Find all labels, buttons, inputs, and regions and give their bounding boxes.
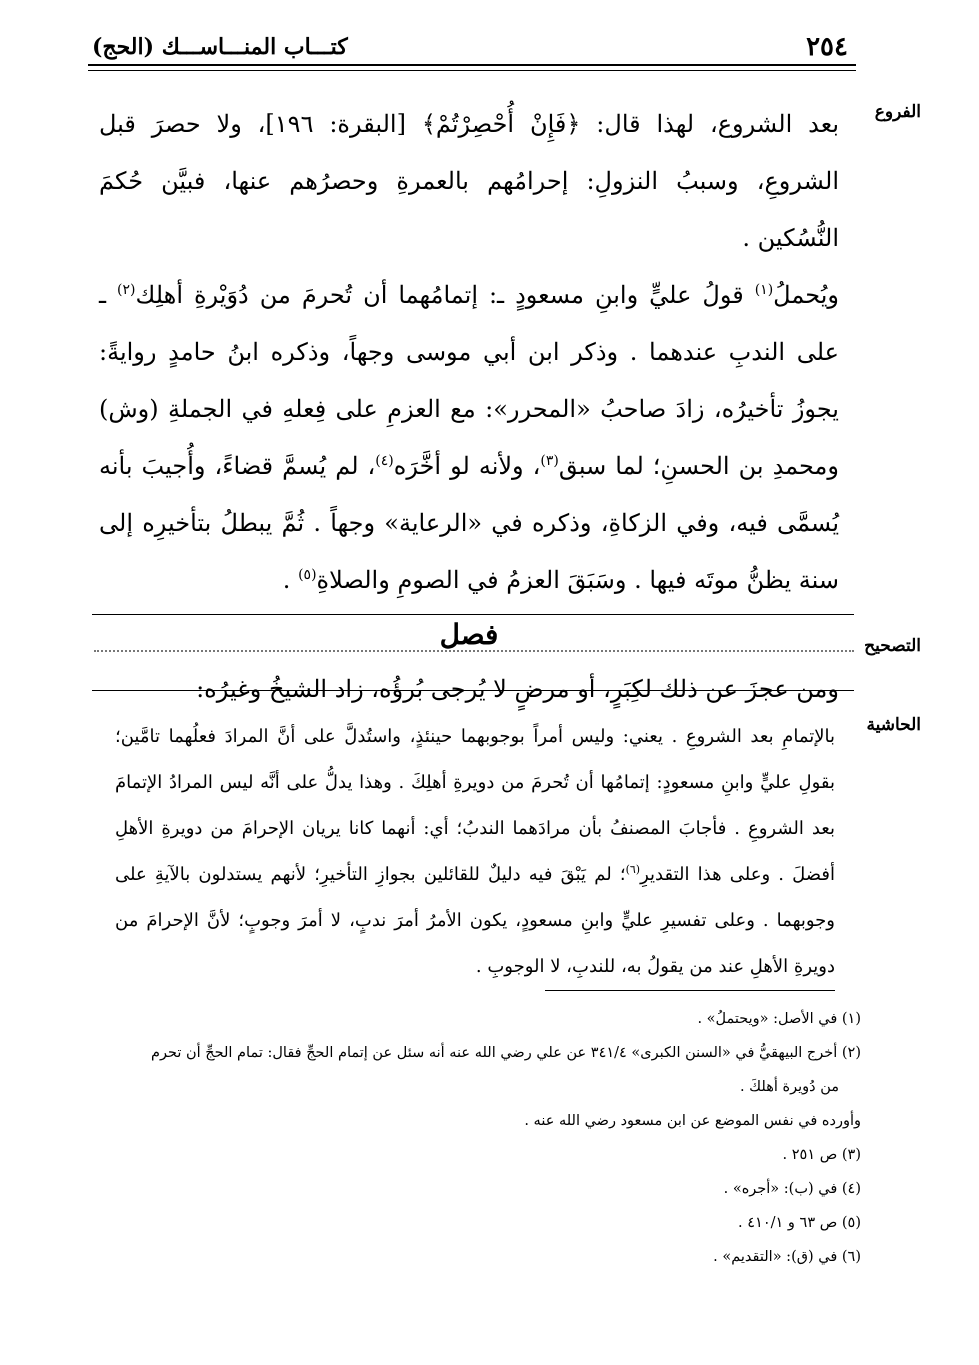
text-run: ـ على الندبِ عندهما . وذكر ابن أبي موسى وجهاً، وذكره ابنُ حامدٍ روايةً: يجوزُ تأخيرُه، زادَ صاحبُ «المحرر»: مع العزمِ على فِعلهِ في الجملةِ (وش) ومحمدِ بن الحسنِ؛ لما سبق xyxy=(99,281,839,480)
footnote-ref-5: (٥) xyxy=(298,567,317,583)
text-run: ؛ لم يَبْقَ فيه دليلٌ للقائلين بجوازِ التأخيرِ؛ لأنهم يستدلون بالآيةِ على وجوبهما . وعلى تفسيرِ عليٍّ وابنِ مسعودٍ، يكون الأمرُ أمرَ ندبٍ، لا أمرَ وجوبٍ؛ لأنَّ الإحرامَ من دويرةِ الأهلِ عند من يقولُ به، للندبِ، لا الوجوبِ . xyxy=(115,864,835,977)
text-run: ويُحملُ xyxy=(773,281,839,309)
hashiya-paragraph xyxy=(115,714,835,990)
text-run: قولُ عليٍّ وابنِ مسعودٍ ـ: إتمامُهما أن تُحرمَ من دُوَيْرةِ أهلِك xyxy=(135,281,755,309)
running-title: كتـــاب المنـــاســـك (الحج) xyxy=(92,34,348,60)
footnote-ref-3: (٣) xyxy=(540,453,559,469)
section-divider xyxy=(92,690,854,691)
footnote-2-continuation: من دُويرة أهلكَ . xyxy=(739,1079,839,1095)
footnote-separator xyxy=(545,990,835,991)
header-rule xyxy=(88,64,856,71)
footnote-ref-4: (٤) xyxy=(375,453,394,469)
text-run: ، لم يُسمَّ قضاءً، وأُجيبَ بأنه يُسمَّى فيه، وفي الزكاةِ، وذكره في «الرعاية» وجهاً . ثُمَّ يبطلُ بتأخيرِه إلى سنة يظنُّ موتَه فيها . وسَبَقَ العزمُ في الصومِ والصلاةِ xyxy=(99,452,839,594)
hashiya-text xyxy=(115,714,835,990)
tashih-dotted-line xyxy=(94,650,854,652)
page-number: ٢٥٤ xyxy=(806,32,848,62)
footnote-ref-6: (٦) xyxy=(625,863,641,876)
text-run: ، ولأنه لو أخَّرَه xyxy=(393,452,541,480)
page-header xyxy=(88,28,856,64)
footnote-2: (٢) أخرج البيهقيُّ في «السنن الكبرى» ٣٤١/٤ عن علي رضي الله عنه أنه سئل عن إتمام الحجِّ فقال: تمام الحجِّ أن تحرم xyxy=(151,1045,861,1061)
footnote-6: (٦) في (ق): «التقديم» . xyxy=(713,1249,861,1265)
main-paragraph-2 xyxy=(99,267,839,609)
footnote-4: (٤) في (ب): «أجره» . xyxy=(723,1181,861,1197)
label-tashih: التصحيح xyxy=(864,636,921,656)
section-heading: فصل xyxy=(439,618,499,651)
main-paragraph-1: بعد الشروع، لهذا قال: ﴿فَإِنْ أُحْصِرْتُمْ﴾ [البقرة: ١٩٦]، ولا حصرَ قبل الشروعِ، وسببُ النزولِ: إحرامُهم بالعمرةِ وحصرُهم عنها، فبيَّن حُكمَ النُّسُكين . xyxy=(99,110,839,252)
section-divider xyxy=(92,614,854,615)
footnote-3: (٣) ص ٢٥١ . xyxy=(782,1147,861,1163)
footnotes xyxy=(111,1002,861,1274)
label-hashiya: الحاشية xyxy=(866,715,921,735)
footnote-2-note: وأورده في نفس الموضع عن ابن مسعود رضي الله عنه . xyxy=(524,1113,861,1129)
label-furu: الفروع xyxy=(874,102,921,122)
footnote-ref-2: (٢) xyxy=(117,282,136,298)
text-run: . xyxy=(282,566,299,594)
main-paragraph-3: ومن عجزَ عن ذلك لكِبَرٍ، أو مرضٍ لا يُرجى بُرؤُه، زاد الشيخُ وغيرُه: xyxy=(196,675,839,703)
footnote-1: (١) في الأصل: «ويحتملُ» . xyxy=(697,1011,861,1027)
footnote-5: (٥) ص ٦٣ و ٤١٠/١ . xyxy=(738,1215,861,1231)
main-text xyxy=(99,96,839,718)
text-run: بالإتمامِ بعد الشروعِ . يعني: وليس أمراً بوجوبهما حينئذٍ، واستُدلَّ على أنَّ المرادَ فعلُهما تامَّين؛ بقولِ عليٍّ وابنِ مسعودٍ: إتمامُها أن تُحرمَ من دويرةِ أهلِكَ . وهذا يدلُّ على أنَّه ليس المرادُ الإتمامَ بعد الشروعِ . فأجابَ المصنفُ بأن مرادَهما الندبُ؛ أي: أنهما كانا يريان الإحرامَ من دويرةِ الأهلِ أفضلَ . وعلى هذا التقديرِ xyxy=(115,726,836,885)
footnote-ref-1: (١) xyxy=(754,282,774,298)
